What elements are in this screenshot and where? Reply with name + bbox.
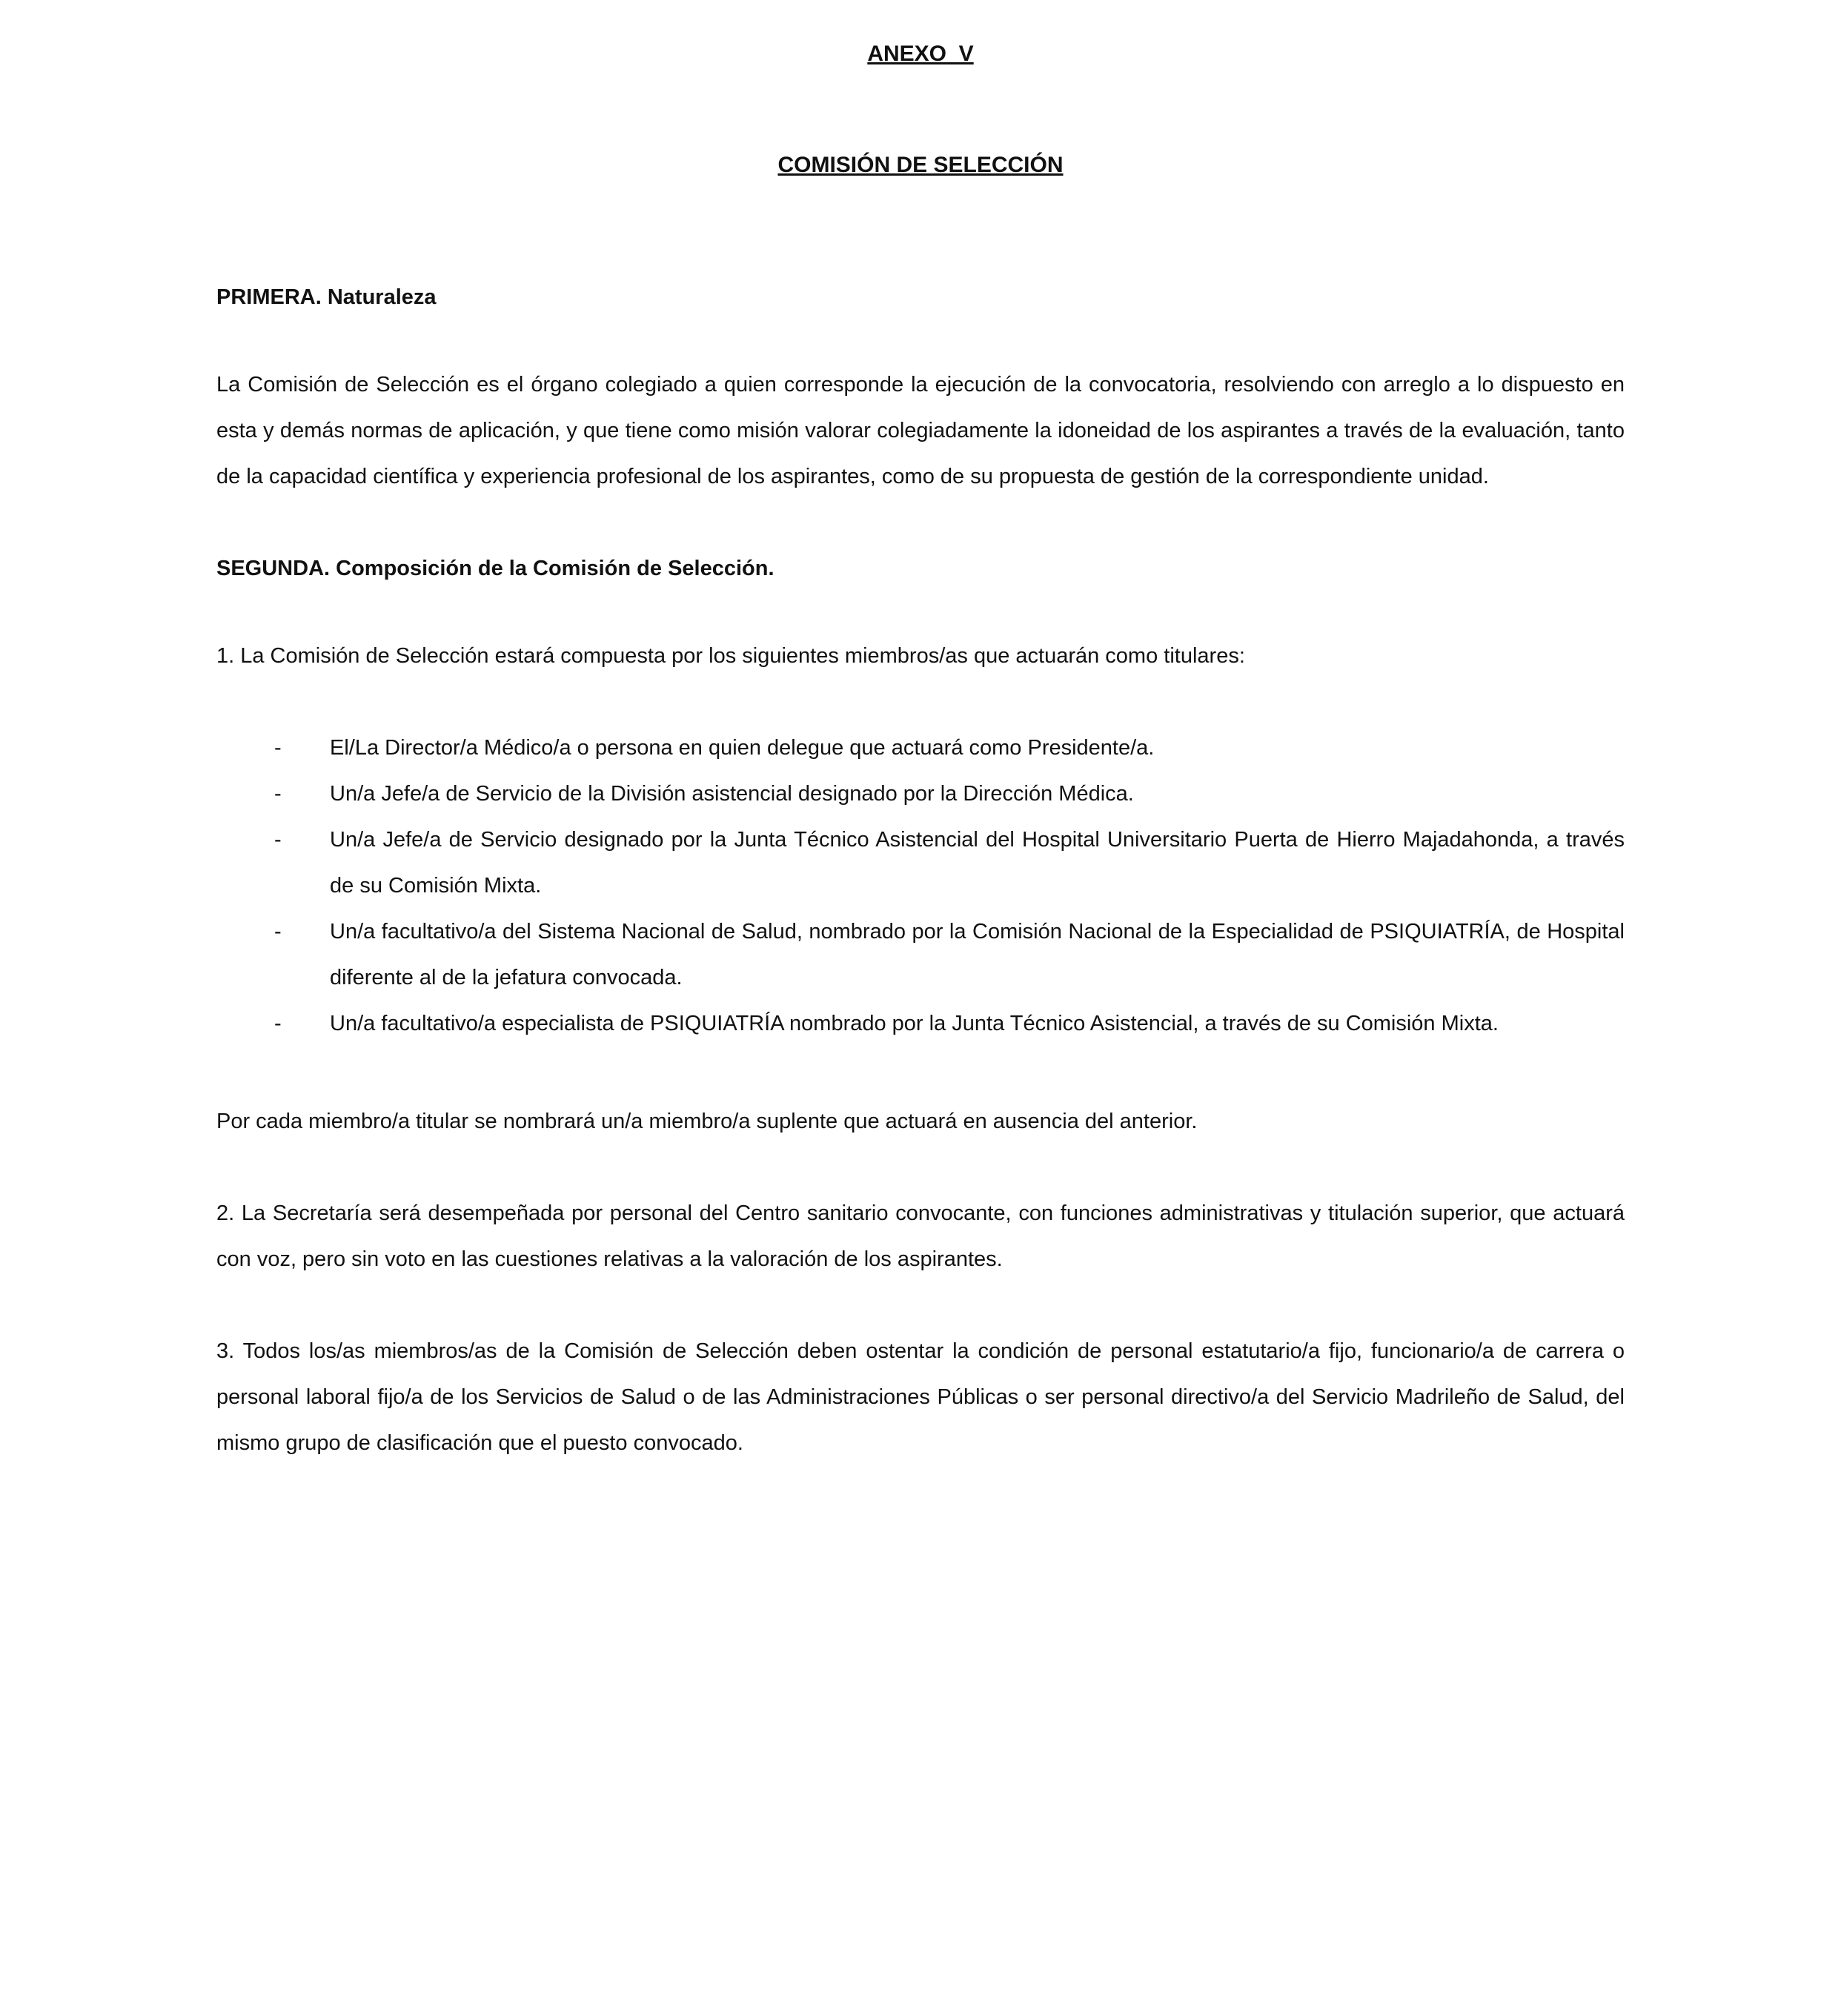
paragraph-naturaleza: La Comisión de Selección es el órgano colegiado a quien corresponde la ejecución de la convocatoria, resolviendo con arreglo a lo dispuesto en esta y demás normas de aplicación, y que tiene como misión valorar colegiadamente la idoneidad de los aspirantes a través de la evaluación, tanto de la capacidad científica y experiencia profesional de los aspirantes, como de su propuesta de gestión de la correspondiente unidad. [216, 373, 1625, 488]
dash-bullet: - [274, 920, 282, 944]
list-item-text: Un/a Jefe/a de Servicio designado por la Junta Técnico Asistencial del Hospital Universitario Puerta de Hierro Majadahonda, a través de su Comisión Mixta. [330, 828, 1625, 898]
document-subtitle: COMISIÓN DE SELECCIÓN [777, 153, 1064, 177]
list-item [216, 771, 1625, 817]
list-item [216, 909, 1625, 1001]
paragraph-composicion-intro: 1. La Comisión de Selección estará compuesta por los siguientes miembros/as que actuarán como titulares: [216, 644, 1245, 668]
dash-bullet: - [274, 782, 282, 806]
dash-bullet: - [274, 1012, 282, 1035]
list-item-text: Un/a Jefe/a de Servicio de la División asistencial designado por la Dirección Médica. [330, 782, 1134, 806]
list-item-text: Un/a facultativo/a del Sistema Nacional de Salud, nombrado por la Comisión Nacional de la Especialidad de PSIQUIATRÍA, de Hospital diferente al de la jefatura convocada. [330, 920, 1625, 989]
list-item [216, 1001, 1625, 1047]
list-item [216, 817, 1625, 909]
paragraph-secretaria: 2. La Secretaría será desempeñada por personal del Centro sanitario convocante, con funciones administrativas y titulación superior, que actuará con voz, pero sin voto en las cuestiones relativas a la valoración de los aspirantes. [216, 1201, 1625, 1271]
paragraph-suplente: Por cada miembro/a titular se nombrará un/a miembro/a suplente que actuará en ausencia del anterior. [216, 1110, 1198, 1133]
paragraph-condicion-personal: 3. Todos los/as miembros/as de la Comisión de Selección deben ostentar la condición de personal estatutario/a fijo, funcionario/a de carrera o personal laboral fijo/a de los Servicios de Salud o de las Administraciones Públicas o ser personal directivo/a del Servicio Madrileño de Salud, del mismo grupo de clasificación que el puesto convocado. [216, 1339, 1625, 1455]
document-title: ANEXO V [867, 42, 974, 66]
section-heading-primera: PRIMERA. Naturaleza [216, 285, 437, 309]
list-item-text: El/La Director/a Médico/a o persona en quien delegue que actuará como Presidente/a. [330, 736, 1155, 760]
section-heading-segunda: SEGUNDA. Composición de la Comisión de Selección. [216, 557, 774, 580]
list-item [216, 725, 1625, 771]
dash-bullet: - [274, 736, 282, 760]
dash-bullet: - [274, 828, 282, 852]
members-bullet-list [216, 725, 1625, 1047]
list-item-text: Un/a facultativo/a especialista de PSIQUIATRÍA nombrado por la Junta Técnico Asistencial, a través de su Comisión Mixta. [330, 1012, 1499, 1035]
